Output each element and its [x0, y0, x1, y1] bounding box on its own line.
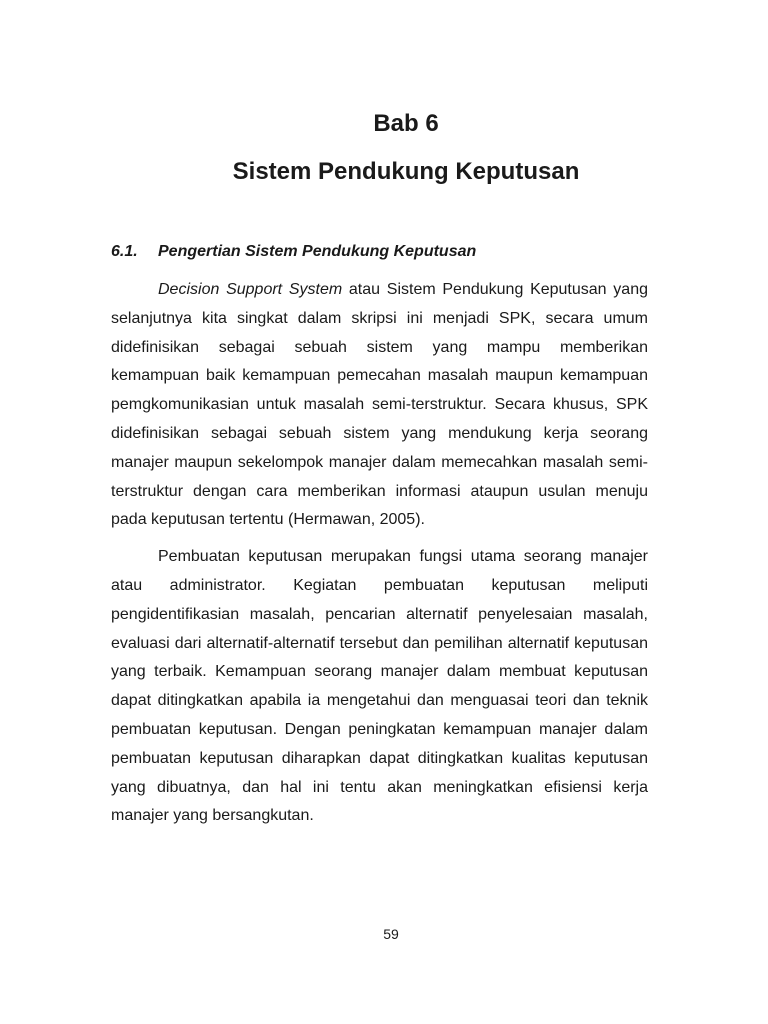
page-number: 59: [383, 926, 399, 942]
paragraph-2: [111, 543, 648, 831]
section-heading: [111, 240, 651, 264]
paragraph-1-italic-term: Decision Support System: [158, 281, 343, 298]
chapter-title: Sistem Pendukung Keputusan: [232, 158, 580, 185]
paragraph-1: [111, 276, 648, 535]
body-text: [111, 276, 648, 831]
paragraph-2-text: Pembuatan keputusan merupakan fungsi utama seorang manajer atau administrator. Kegiatan pembuatan keputusan meliputi pengidentifikasian masalah, pencarian alternatif penyelesaian masalah, evaluasi dari alternatif-alternatif tersebut dan pemilihan alternatif keputusan yang terbaik. Kemampuan seorang manajer dalam membuat keputusan dapat ditingkatkan apabila ia mengetahui dan menguasai teori dan teknik pembuatan keputusan. Dengan peningkatan kemampuan manajer dalam pembuatan keputusan diharapkan dapat ditingkatkan kualitas keputusan yang dibuatnya, dan hal ini tentu akan meningkatkan efisiensi kerja manajer yang bersangkutan.: [111, 548, 648, 825]
section-title: Pengertian Sistem Pendukung Keputusan: [158, 243, 477, 260]
paragraph-1-text: atau Sistem Pendukung Keputusan yang selanjutnya kita singkat dalam skripsi ini menjadi SPK, secara umum didefinisikan sebagai sebuah sistem yang mampu memberikan kemampuan baik kemampuan pemecahan masalah maupun kemampuan pemgkomunikasian untuk masalah semi-terstruktur. Secara khusus, SPK didefinisikan sebagai sebuah sistem yang mendukung kerja seorang manajer maupun sekelompok manajer dalam memecahkan masalah semi-terstruktur dengan cara memberikan informasi ataupun usulan menuju pada keputusan tertentu (Hermawan, 2005).: [111, 281, 648, 529]
chapter-number: Bab 6: [373, 110, 439, 137]
section-number: 6.1.: [111, 243, 138, 260]
